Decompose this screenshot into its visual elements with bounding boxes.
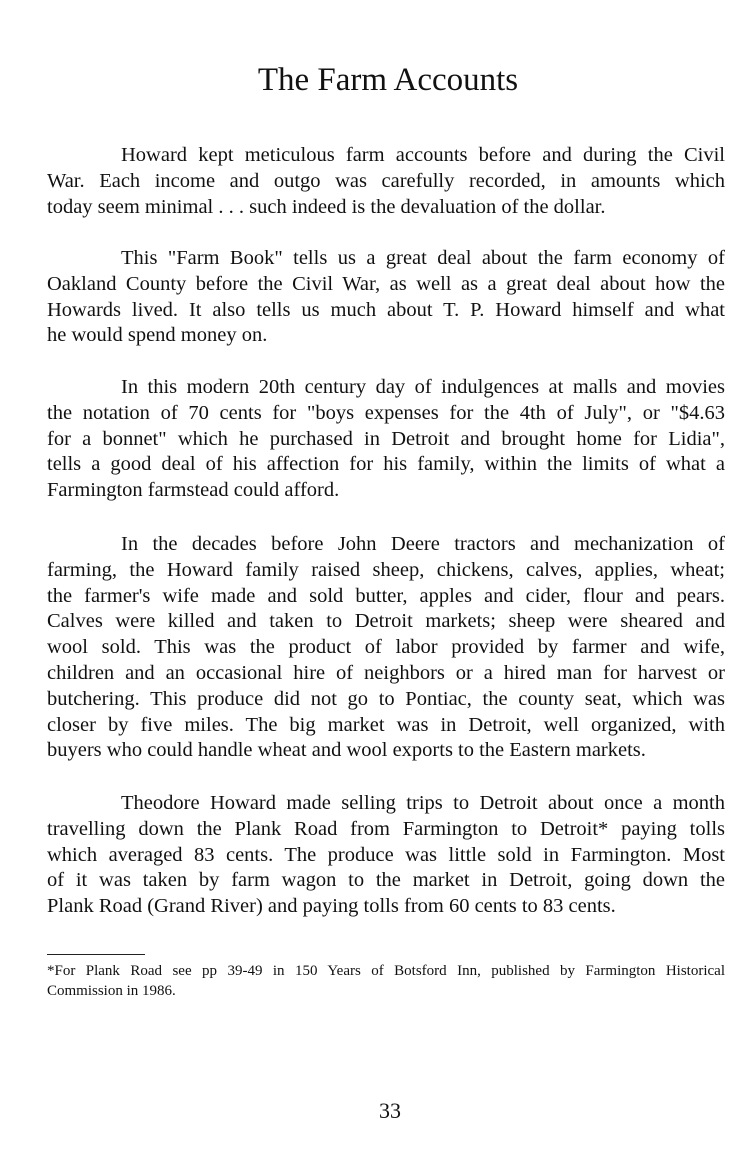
paragraph-line: Plank Road (Grand River) and paying tolls from 60 cents to 83 cents. <box>47 895 616 918</box>
paragraph-line: buyers who could handle wheat and wool exports to the Eastern markets. <box>47 739 646 762</box>
paragraph-line: tells a good deal of his affection for his family, within the limits of what a <box>47 453 725 476</box>
footnote-line: *For Plank Road see pp 39-49 in 150 Years of Botsford Inn, published by Farmington Historical <box>47 963 725 979</box>
paragraph-line: War. Each income and outgo was carefully recorded, in amounts which <box>47 169 725 192</box>
page-title: The Farm Accounts <box>257 62 519 98</box>
paragraph-line: travelling down the Plank Road from Farmington to Detroit* paying tolls <box>47 817 725 840</box>
paragraph-line: Theodore Howard made selling trips to Detroit about once a month <box>121 792 725 814</box>
paragraph-line: butchering. This produce did not go to Pontiac, the county seat, which was <box>47 687 725 710</box>
paragraph-3 <box>47 375 725 504</box>
paragraph-1 <box>47 143 725 220</box>
paragraph-4 <box>47 532 725 764</box>
paragraph-line: Howard kept meticulous farm accounts before and during the Civil <box>121 144 725 166</box>
paragraph-line: of it was taken by farm wagon to the market in Detroit, going down the <box>47 869 725 892</box>
paragraph-line: This "Farm Book" tells us a great deal about the farm economy of <box>121 247 725 269</box>
paragraph-5 <box>47 791 725 920</box>
paragraph-line: Howards lived. It also tells us much about T. P. Howard himself and what <box>47 298 725 321</box>
paragraph-2 <box>47 246 725 349</box>
paragraph-line: Farmington farmstead could afford. <box>47 479 340 502</box>
paragraph-line: Oakland County before the Civil War, as well as a great deal about how the <box>47 272 725 295</box>
paragraph-line: In this modern 20th century day of indulgences at malls and movies <box>121 376 725 398</box>
footnote-separator <box>47 954 145 955</box>
paragraph-line: the farmer's wife made and sold butter, apples and cider, flour and pears. <box>47 584 725 607</box>
paragraph-line: wool sold. This was the product of labor provided by farmer and wife, <box>47 636 725 659</box>
paragraph-line: for a bonnet" which he purchased in Detroit and brought home for Lidia", <box>47 427 725 450</box>
paragraph-line: he would spend money on. <box>47 324 268 347</box>
footnote <box>47 961 725 1001</box>
paragraph-line: which averaged 83 cents. The produce was little sold in Farmington. Most <box>47 843 725 866</box>
page-number: 33 <box>379 1098 401 1123</box>
paragraph-line: closer by five miles. The big market was in Detroit, well organized, with <box>47 713 725 736</box>
paragraph-line: In the decades before John Deere tractors and mechanization of <box>121 533 725 555</box>
footnote-line: Commission in 1986. <box>47 983 176 999</box>
paragraph-line: Calves were killed and taken to Detroit markets; sheep were sheared and <box>47 610 725 633</box>
paragraph-line: farming, the Howard family raised sheep, chickens, calves, applies, wheat; <box>47 558 725 581</box>
paragraph-line: children and an occasional hire of neighbors or a hired man for harvest or <box>47 661 725 684</box>
paragraph-line: today seem minimal . . . such indeed is the devaluation of the dollar. <box>47 195 606 218</box>
paragraph-line: the notation of 70 cents for "boys expenses for the 4th of July", or "$4.63 <box>47 401 725 424</box>
